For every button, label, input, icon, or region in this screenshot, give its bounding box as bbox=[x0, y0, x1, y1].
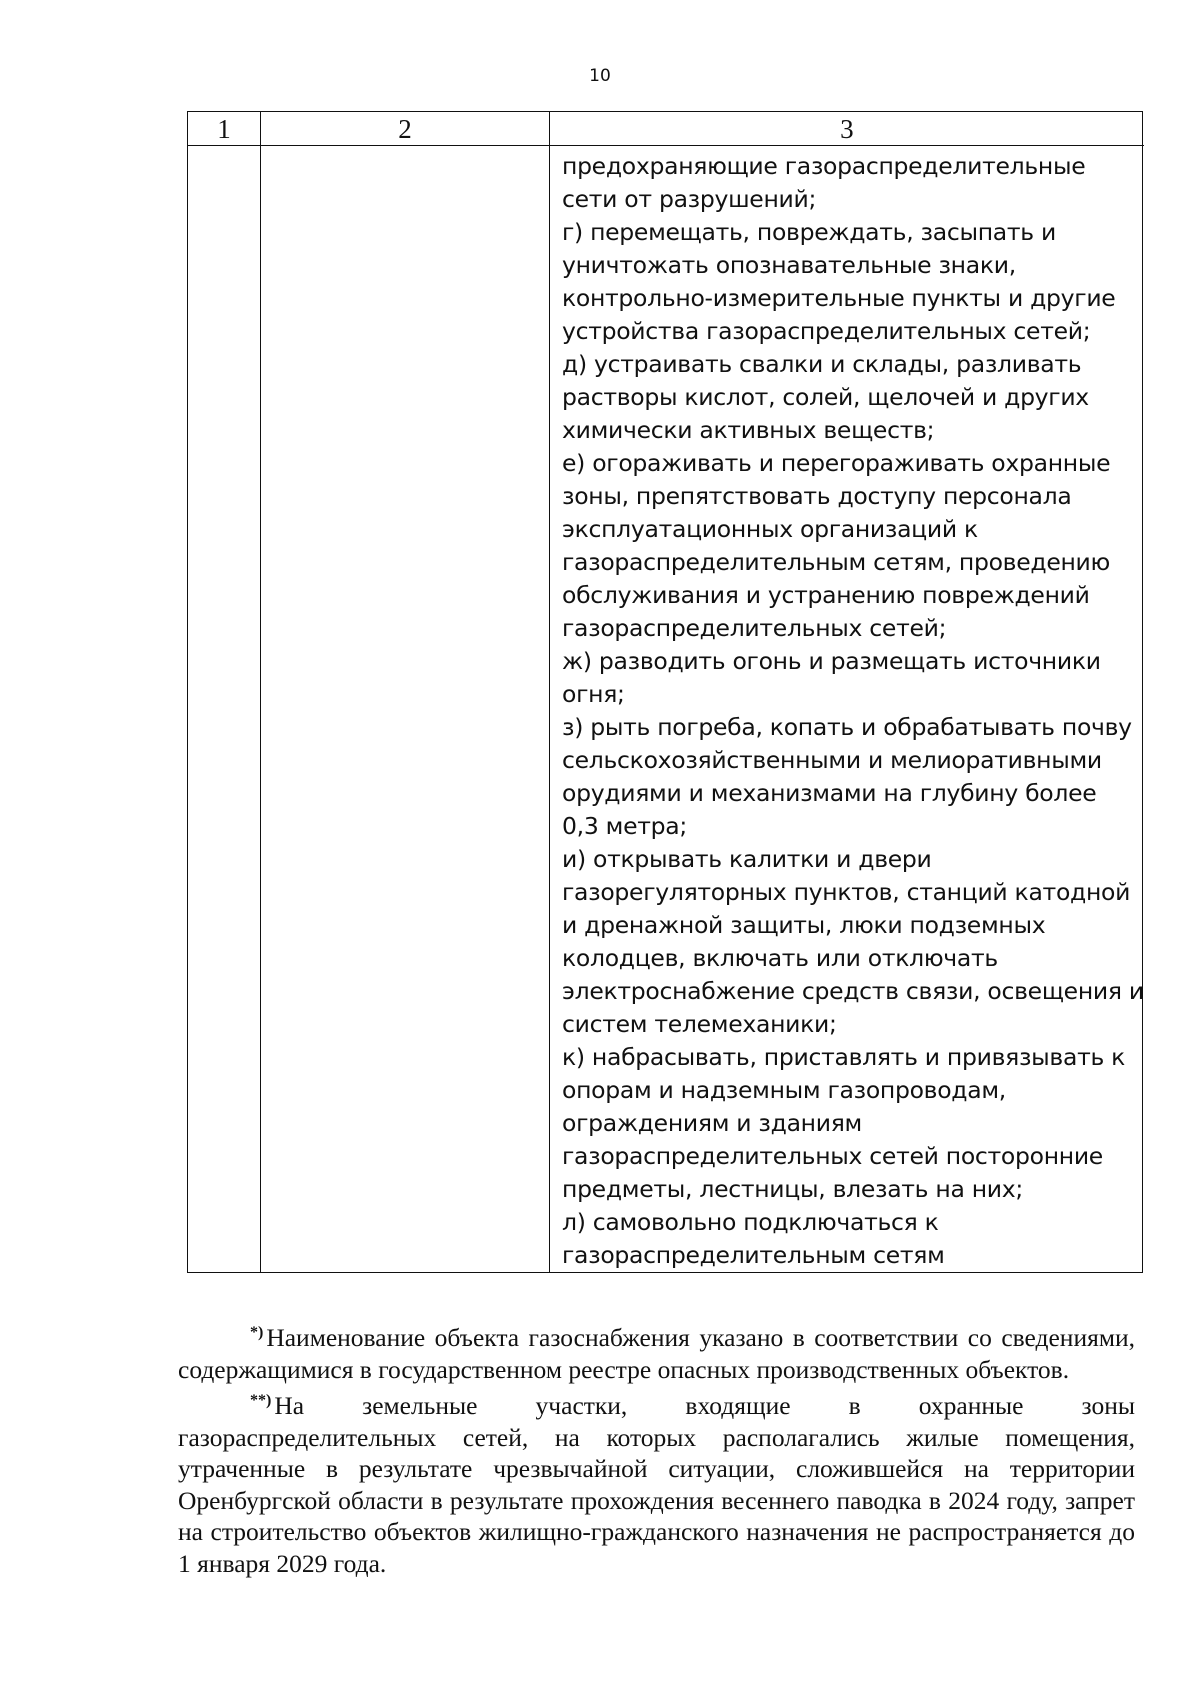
table-text-line: предметы, лестницы, влезать на них; bbox=[562, 1175, 1024, 1203]
table-text-line: колодцев, включать или отключать bbox=[562, 944, 998, 972]
table-text-line: химически активных веществ; bbox=[562, 416, 935, 444]
table-text-line: контрольно-измерительные пункты и другие bbox=[562, 284, 1116, 312]
table-text-line: е) огораживать и перегораживать охранные bbox=[562, 449, 1111, 477]
table-text-line: к) набрасывать, приставлять и привязывать к bbox=[562, 1043, 1126, 1071]
table-text-line: з) рыть погреба, копать и обрабатывать почву bbox=[562, 713, 1132, 741]
footnote-2 bbox=[178, 1385, 1135, 1579]
restrictions-table bbox=[187, 111, 1143, 1273]
table-text-line: сети от разрушений; bbox=[562, 185, 817, 213]
table-text-line: огня; bbox=[562, 680, 625, 708]
table-text-line: газораспределительных сетей посторонние bbox=[562, 1142, 1103, 1170]
table-text-line: устройства газораспределительных сетей; bbox=[562, 317, 1091, 345]
table-text-line: д) устраивать свалки и склады, разливать bbox=[562, 350, 1082, 378]
footnote-1 bbox=[178, 1317, 1135, 1385]
table-text-line: растворы кислот, солей, щелочей и других bbox=[562, 383, 1089, 411]
table-text-line: газораспределительным сетям, проведению bbox=[562, 548, 1110, 576]
footnote-1-text: Наименование объекта газоснабжения указано в соответствии со сведениями, содержащимися в государственном реестре опасных производственных объектов. bbox=[178, 1323, 1135, 1384]
table-cell-col-2 bbox=[261, 146, 550, 1272]
table-text-line: орудиями и механизмами на глубину более bbox=[562, 779, 1097, 807]
table-cell-col-1 bbox=[188, 146, 261, 1272]
footnote-2-marker: **) bbox=[250, 1392, 272, 1409]
table-text-line: и дренажной защиты, люки подземных bbox=[562, 911, 1046, 939]
footnotes bbox=[178, 1317, 1135, 1579]
table-text-line: сельскохозяйственными и мелиоративными bbox=[562, 746, 1102, 774]
footnote-1-marker: *) bbox=[250, 1324, 264, 1341]
table-text-line: предохраняющие газораспределительные bbox=[562, 152, 1086, 180]
table-text-line: л) самовольно подключаться к bbox=[562, 1208, 939, 1236]
page-number: 10 bbox=[589, 66, 611, 86]
table-header-col-3: 3 bbox=[550, 112, 1144, 146]
footnote-2-text: газораспределительных сетей, на которых располагались жилые помещения, утраченные в результате чрезвычайной ситуации, сложившейся на территории Оренбургской области в результате прохождения весеннего паводка в 2024 году, запрет на строительство объектов жилищно-гражданского назначения не распространяется до 1 января 2029 года. bbox=[178, 1422, 1135, 1578]
footnote-2-first-line bbox=[178, 1385, 1135, 1422]
table-text-line: ограждениям и зданиям bbox=[562, 1109, 862, 1137]
table-text-line: электроснабжение средств связи, освещения и bbox=[562, 977, 1144, 1005]
table-text-line: и) открывать калитки и двери bbox=[562, 845, 932, 873]
table-text-line: газорегуляторных пунктов, станций катодной bbox=[562, 878, 1131, 906]
table-header-col-1: 1 bbox=[188, 112, 261, 146]
table-text-line: эксплуатационных организаций к bbox=[562, 515, 978, 543]
table-text-line: г) перемещать, повреждать, засыпать и bbox=[562, 218, 1056, 246]
table-text-line: опорам и надземным газопроводам, bbox=[562, 1076, 1006, 1104]
table-text-line: обслуживания и устранению повреждений bbox=[562, 581, 1090, 609]
table-cell-col-3 bbox=[550, 146, 1144, 1272]
table-text-line: газораспределительных сетей; bbox=[562, 614, 947, 642]
table-header-col-2: 2 bbox=[261, 112, 550, 146]
table-text-line: ж) разводить огонь и размещать источники bbox=[562, 647, 1101, 675]
table-text-line: систем телемеханики; bbox=[562, 1010, 837, 1038]
table-text-line: зоны, препятствовать доступу персонала bbox=[562, 482, 1072, 510]
table-text-line: газораспределительным сетям bbox=[562, 1241, 945, 1269]
table-text-line: уничтожать опознавательные знаки, bbox=[562, 251, 1016, 279]
footnote-2-first-line-text: На земельные участки, входящие в охранные зоны bbox=[274, 1391, 1135, 1420]
table-text-line: 0,3 метра; bbox=[562, 812, 687, 840]
